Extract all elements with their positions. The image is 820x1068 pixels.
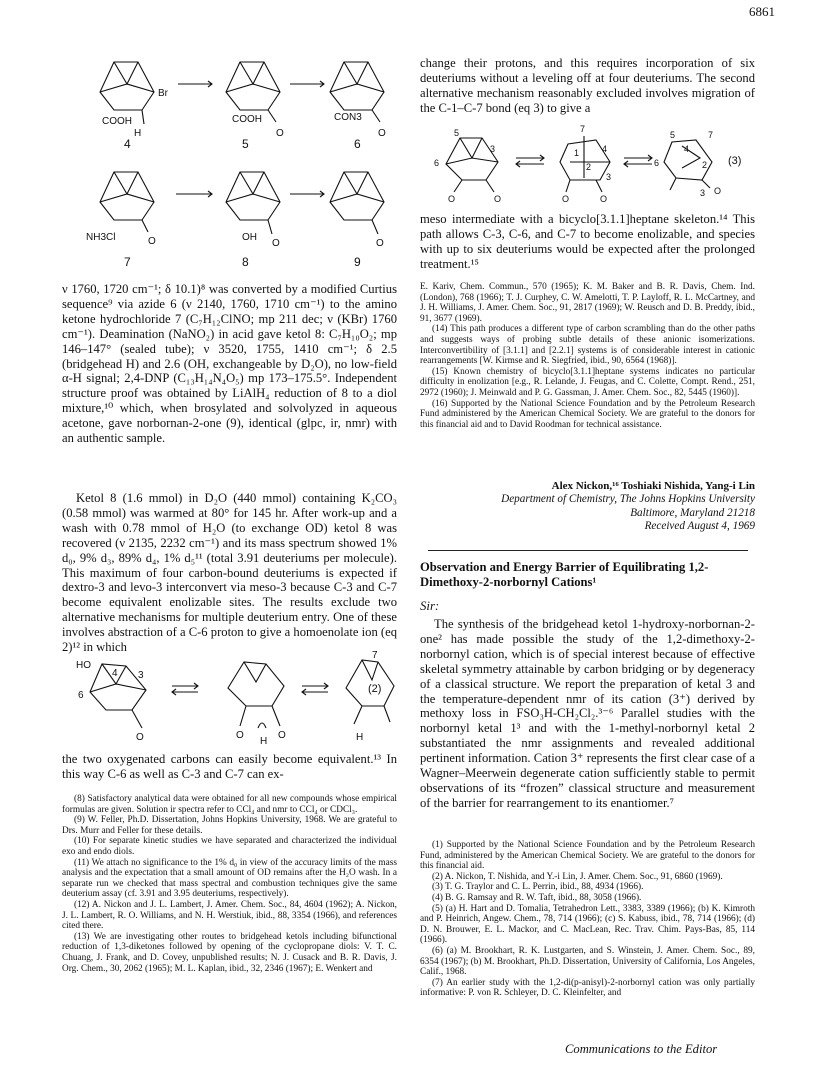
compound-5-structure: [226, 62, 280, 122]
footnote-16: (16) Supported by the National Science Foundation and by the Petroleum Research Fund administered by the American Chemical Society. We are grateful to the donors for this financial aid and to David Roodman for technical assistance.: [420, 398, 755, 430]
author-department: Department of Chemistry, The Johns Hopkins University: [501, 493, 755, 506]
eq3-label: 5: [670, 130, 676, 140]
article-footnotes: [420, 840, 755, 999]
compound-7-structure: [100, 172, 154, 232]
compound-8-structure: [226, 172, 280, 234]
footnotes-left: [62, 794, 397, 974]
eq3-label: 6: [434, 158, 440, 168]
footnote-11: (11) We attach no significance to the 1% d₀ in view of the accuracy limits of the mass analysis and the expectation that a small amount of OD remains after the H₂O wash. In a separate run we checked that mass spectral and combustion techniques give the same deuterium assay (cf. 3.91 and 3.95 deuteriums, respectively).: [62, 857, 397, 900]
eq2-label: H: [260, 736, 268, 746]
footnote-1: (1) Supported by the National Science Foundation and by the Petroleum Research Fund, administered by the American Chemical Society. We are grateful to the donors for this financial aid.: [420, 840, 755, 872]
compound-label: 9: [354, 255, 361, 269]
footnote-10: (10) For separate kinetic studies we have separated and characterized the individual exo and endo diols.: [62, 836, 397, 857]
group-label: O: [378, 128, 386, 139]
section-divider: [428, 550, 748, 551]
group-label: NH3Cl: [86, 232, 116, 243]
group-label: CON3: [334, 112, 362, 123]
group-label: O: [148, 236, 156, 247]
equation-number: (3): [728, 155, 742, 167]
eq3-label: 4: [684, 144, 690, 154]
compound-4-structure: [100, 62, 154, 124]
footnote-13-cont: E. Kariv, Chem. Commun., 570 (1965); K. M. Baker and B. R. Davis, Chem. Ind. (London), 768 (1966); T. J. Curphey, C. W. Amelotti, T. P. Layloff, R. L. McCartney, and J. H. Williams, J. Amer. Chem. Soc., 91, 2817 (1969); W. Reusch and D. B. Preddy, ibid., 91, 3677 (1969).: [420, 282, 755, 324]
footnote-5: (5) (a) H. Hart and D. Tomalia, Tetrahedron Lett., 3383, 3389 (1966); (b) K. Kimroth and P. Heinrich, Angew. Chem., 78, 714 (1966); (c) S. Kabuss, ibid., 78, 714 (1966); (d) D. N. Brouwer, E. L. Mackor, and C. MacLean, Rec. Trav. Chim. Pays-Bas, 85, 114 (1966).: [420, 903, 755, 946]
group-label: O: [376, 238, 384, 249]
group-label: COOH: [232, 114, 262, 125]
eq2-label: H: [356, 732, 364, 743]
equation-2-scheme: [76, 648, 396, 746]
body-text-bottom: the two oxygenated carbons can easily become equivalent.¹³ In this way C-6 as well as C-3 and C-7 can ex-: [62, 752, 397, 781]
body-text-mid: Ketol 8 (1.6 mmol) in D₂O (440 mmol) containing K₂CO₃ (0.58 mmol) was warmed at 80° for 145 hr. After work-up and a wash with 0.78 mmol of H₂O (to exchange OD) ketol 8 was recovered (ν 2135, 2232 cm⁻¹) and its mass spectrum showed 1% d₀, 9% d₃, 89% d₄, 1% d₅¹¹ (total 3.91 deuteriums per molecule). This maximum of four carbon-bound deuteriums is expected if dextro-3 and levo-3 interconvert via meso-3 because C-3 and C-7 become equivalent enolizable sites. The results exclude two alternative mechanisms for multiple deuterium entry. One of these involves abstraction of a C-6 proton to give a homoenolate ion (eq 2)¹² in which: [62, 491, 397, 655]
compound-label: 6: [354, 137, 361, 151]
equation-3-scheme: [420, 122, 755, 202]
eq3-label: 3: [700, 188, 706, 198]
author-signature: [420, 480, 755, 534]
group-label: Br: [158, 88, 168, 99]
eq3-label: 1: [574, 148, 580, 158]
page-number: 6861: [749, 4, 775, 19]
page-footer: Communications to the Editor: [565, 1042, 718, 1056]
equation-number: (2): [368, 683, 382, 695]
body-text-top: ν 1760, 1720 cm⁻¹; δ 10.1)⁸ was converted by a modified Curtius sequence⁹ via azide 6 (ν 2140, 1760, 1710 cm⁻¹) to the amino ketone hydrochloride 7 (C₇H₁₂ClNO; mp 211 dec; ν (KBr) 1760 cm⁻¹). Deamination (NaNO₂) in acid gave ketol 8: C₇H₁₀O₂; mp 146–147° (sealed tube); ν 3520, 1755, 1410 cm⁻¹; δ 2.5 (bridgehead H) and 2.6 (OH, exchangeable by D₂O), no low-field α-H signal; 2,4-DNP (C₁₃H₁₄N₄O₅) mp 173–175.5°. Independent structure proof was obtained by LiAlH₄ reduction of 8 to a diol mixture,¹⁰ which, when brosylated and solvolyzed in aqueous acetone, gave norbornan-2-one (9), identical (glpc, ir, nmr) with an authentic sample.: [62, 282, 397, 446]
author-names: Alex Nickon,¹⁶ Toshiaki Nishida, Yang-i Lin: [551, 480, 755, 492]
eq3-label: 4: [602, 144, 608, 154]
group-label: H: [134, 128, 142, 139]
eq3-label: 7: [708, 130, 714, 140]
eq3-label: 3: [490, 144, 496, 154]
eq3-label: 7: [580, 124, 586, 134]
body-text-mid: meso intermediate with a bicyclo[3.1.1]heptane skeleton.¹⁴ This path allows C-3, C-6, and C-7 to become enolizable, and species with up to six deuteriums would be expected after the prolonged treatment.¹⁵: [420, 212, 755, 271]
eq3-label: 6: [654, 158, 660, 168]
footnote-2: (2) A. Nickon, T. Nishida, and Y.-i Lin, J. Amer. Chem. Soc., 91, 6860 (1969).: [432, 871, 723, 882]
eq3-label: 2: [702, 160, 708, 170]
compound-label: 8: [242, 255, 249, 269]
eq2-label: O: [136, 732, 144, 743]
footnote-9: (9) W. Feller, Ph.D. Dissertation, Johns Hopkins University, 1968. We are grateful to Drs. Murr and Feller for these details.: [62, 815, 397, 836]
eq3-label: O: [600, 194, 608, 202]
group-label: O: [272, 238, 280, 249]
article-title: Observation and Energy Barrier of Equilibrating 1,2-Dimethoxy-2-norbornyl Cations¹: [420, 560, 709, 589]
eq3-label: 3: [606, 172, 612, 182]
footnote-4: (4) B. G. Ramsay and R. W. Taft, ibid., 88, 3058 (1966).: [432, 892, 642, 903]
group-label: COOH: [102, 116, 132, 127]
footnotes-right: [420, 282, 755, 430]
eq2-label: 6: [78, 690, 84, 701]
eq2-label: O: [278, 730, 286, 741]
eq3-label: 5: [454, 128, 460, 138]
eq3-label: O: [714, 186, 722, 196]
group-label: OH: [242, 232, 257, 243]
eq3-label: O: [448, 194, 456, 202]
footnote-14: (14) This path produces a different type of carbon scrambling than do the other paths and suggests ways of probing subtle details of these anionic isomerizations. Interconvertibility of [3.1.1] and [2.2.1] systems is of considerable interest in cationic rearrangements [W. Kirmse and R. Siegfried, ibid., 90, 6564 (1968)].: [420, 324, 755, 367]
eq2-label: 7: [372, 650, 378, 661]
eq2-label: 4: [112, 668, 118, 679]
compound-label: 7: [124, 255, 131, 269]
compound-label: 4: [124, 137, 131, 151]
compound-9-structure: [330, 172, 384, 234]
received-date: Received August 4, 1969: [644, 520, 755, 533]
footnote-7: (7) An earlier study with the 1,2-di(p-anisyl)-2-norbornyl cation was only partially informative: P. von R. Schleyer, D. C. Kleinfelter, and: [420, 977, 755, 999]
eq2-label: O: [236, 730, 244, 741]
footnote-8: (8) Satisfactory analytical data were obtained for all new compounds whose empirical formulas are given. Solution ir spectra refer to CCl₄ and nmr to CCl₄ or CDCl₃.: [62, 794, 397, 815]
footnote-3: (3) T. G. Traylor and C. L. Perrin, ibid., 88, 4934 (1966).: [432, 882, 644, 893]
footnote-12: (12) A. Nickon and J. L. Lambert, J. Amer. Chem. Soc., 84, 4604 (1962); A. Nickon, J. L. Lambert, R. O. Williams, and N. H. Werstiuk, ibid., 88, 3354 (1966), and references cited there.: [62, 899, 397, 932]
eq3-label: O: [494, 194, 502, 202]
eq3-label: 2: [586, 162, 592, 172]
footnote-15: (15) Known chemistry of bicyclo[3.1.1]heptane systems indicates no particular difficulty in enolization [e.g., R. Lelande, J. Feugas, and C. Colette, Compt. Rend., 251, 2972 (1960); J. Meinwald and P. G. Gassman, J. Amer. Chem. Soc., 82, 5445 (1960)].: [420, 366, 755, 398]
eq3-label: O: [562, 194, 570, 202]
eq2-label: HO: [76, 660, 91, 671]
body-text-top: change their protons, and this requires incorporation of six deuteriums without a leveling off at four deuteriums. The second alternative mechanism reasonably excluded involves migration of the C-1–C-7 bond (eq 3) to give a: [420, 56, 755, 115]
article-body: The synthesis of the bridgehead ketol 1-hydroxy-norbornan-2-one² has made possible the study of the 1,2-dimethoxy-2-norbornyl cation, which is of special interest because of effective skeletal symmetry attainable by carbon bridging or by degeneracy of a classical structure. We report the preparation of ketal 3 and the temperature-dependent nmr of its cation (3⁺) derived by methoxy loss in FSO₃H-CH₂Cl₂.³⁻⁶ Parallel studies with the norbornyl ketal 1³ and with the 1-methyl-norbornyl ketal 2 substantiated the nmr assignments and revealed additional pertinent information. Cation 3⁺ represents the first clear case of a Wagner–Meerwein degenerate cation sufficiently stable to permit observations of its “frozen” classical structure and measurement of the barrier for rearrangement to its enantiomer.⁷: [420, 617, 755, 810]
salutation: Sir:: [420, 599, 440, 613]
group-label: O: [276, 128, 284, 139]
footnote-13: (13) We are investigating other routes to bridgehead ketols including bifunctional reduction of 1,3-diketones followed by opening of the cyclopropane diols: V. T. C. Chuang, J. Frank, and D. Covey, unpublished results; N. J. Cusack and B. R. Davis, J. Org. Chem., 30, 2062 (1965); M. L. Kaplan, ibid., 32, 2346 (1967); E. Wenkert and: [62, 931, 397, 974]
footnote-6: (6) (a) M. Brookhart, R. K. Lustgarten, and S. Winstein, J. Amer. Chem. Soc., 89, 6354 (1967); (b) M. Brookhart, Ph.D. Dissertation, University of California, Los Angeles, Calif., 1968.: [420, 945, 755, 978]
scheme-compounds-4-9: [72, 44, 392, 274]
compound-label: 5: [242, 137, 249, 151]
author-city: Baltimore, Maryland 21218: [630, 506, 755, 519]
eq2-label: 3: [138, 670, 144, 681]
